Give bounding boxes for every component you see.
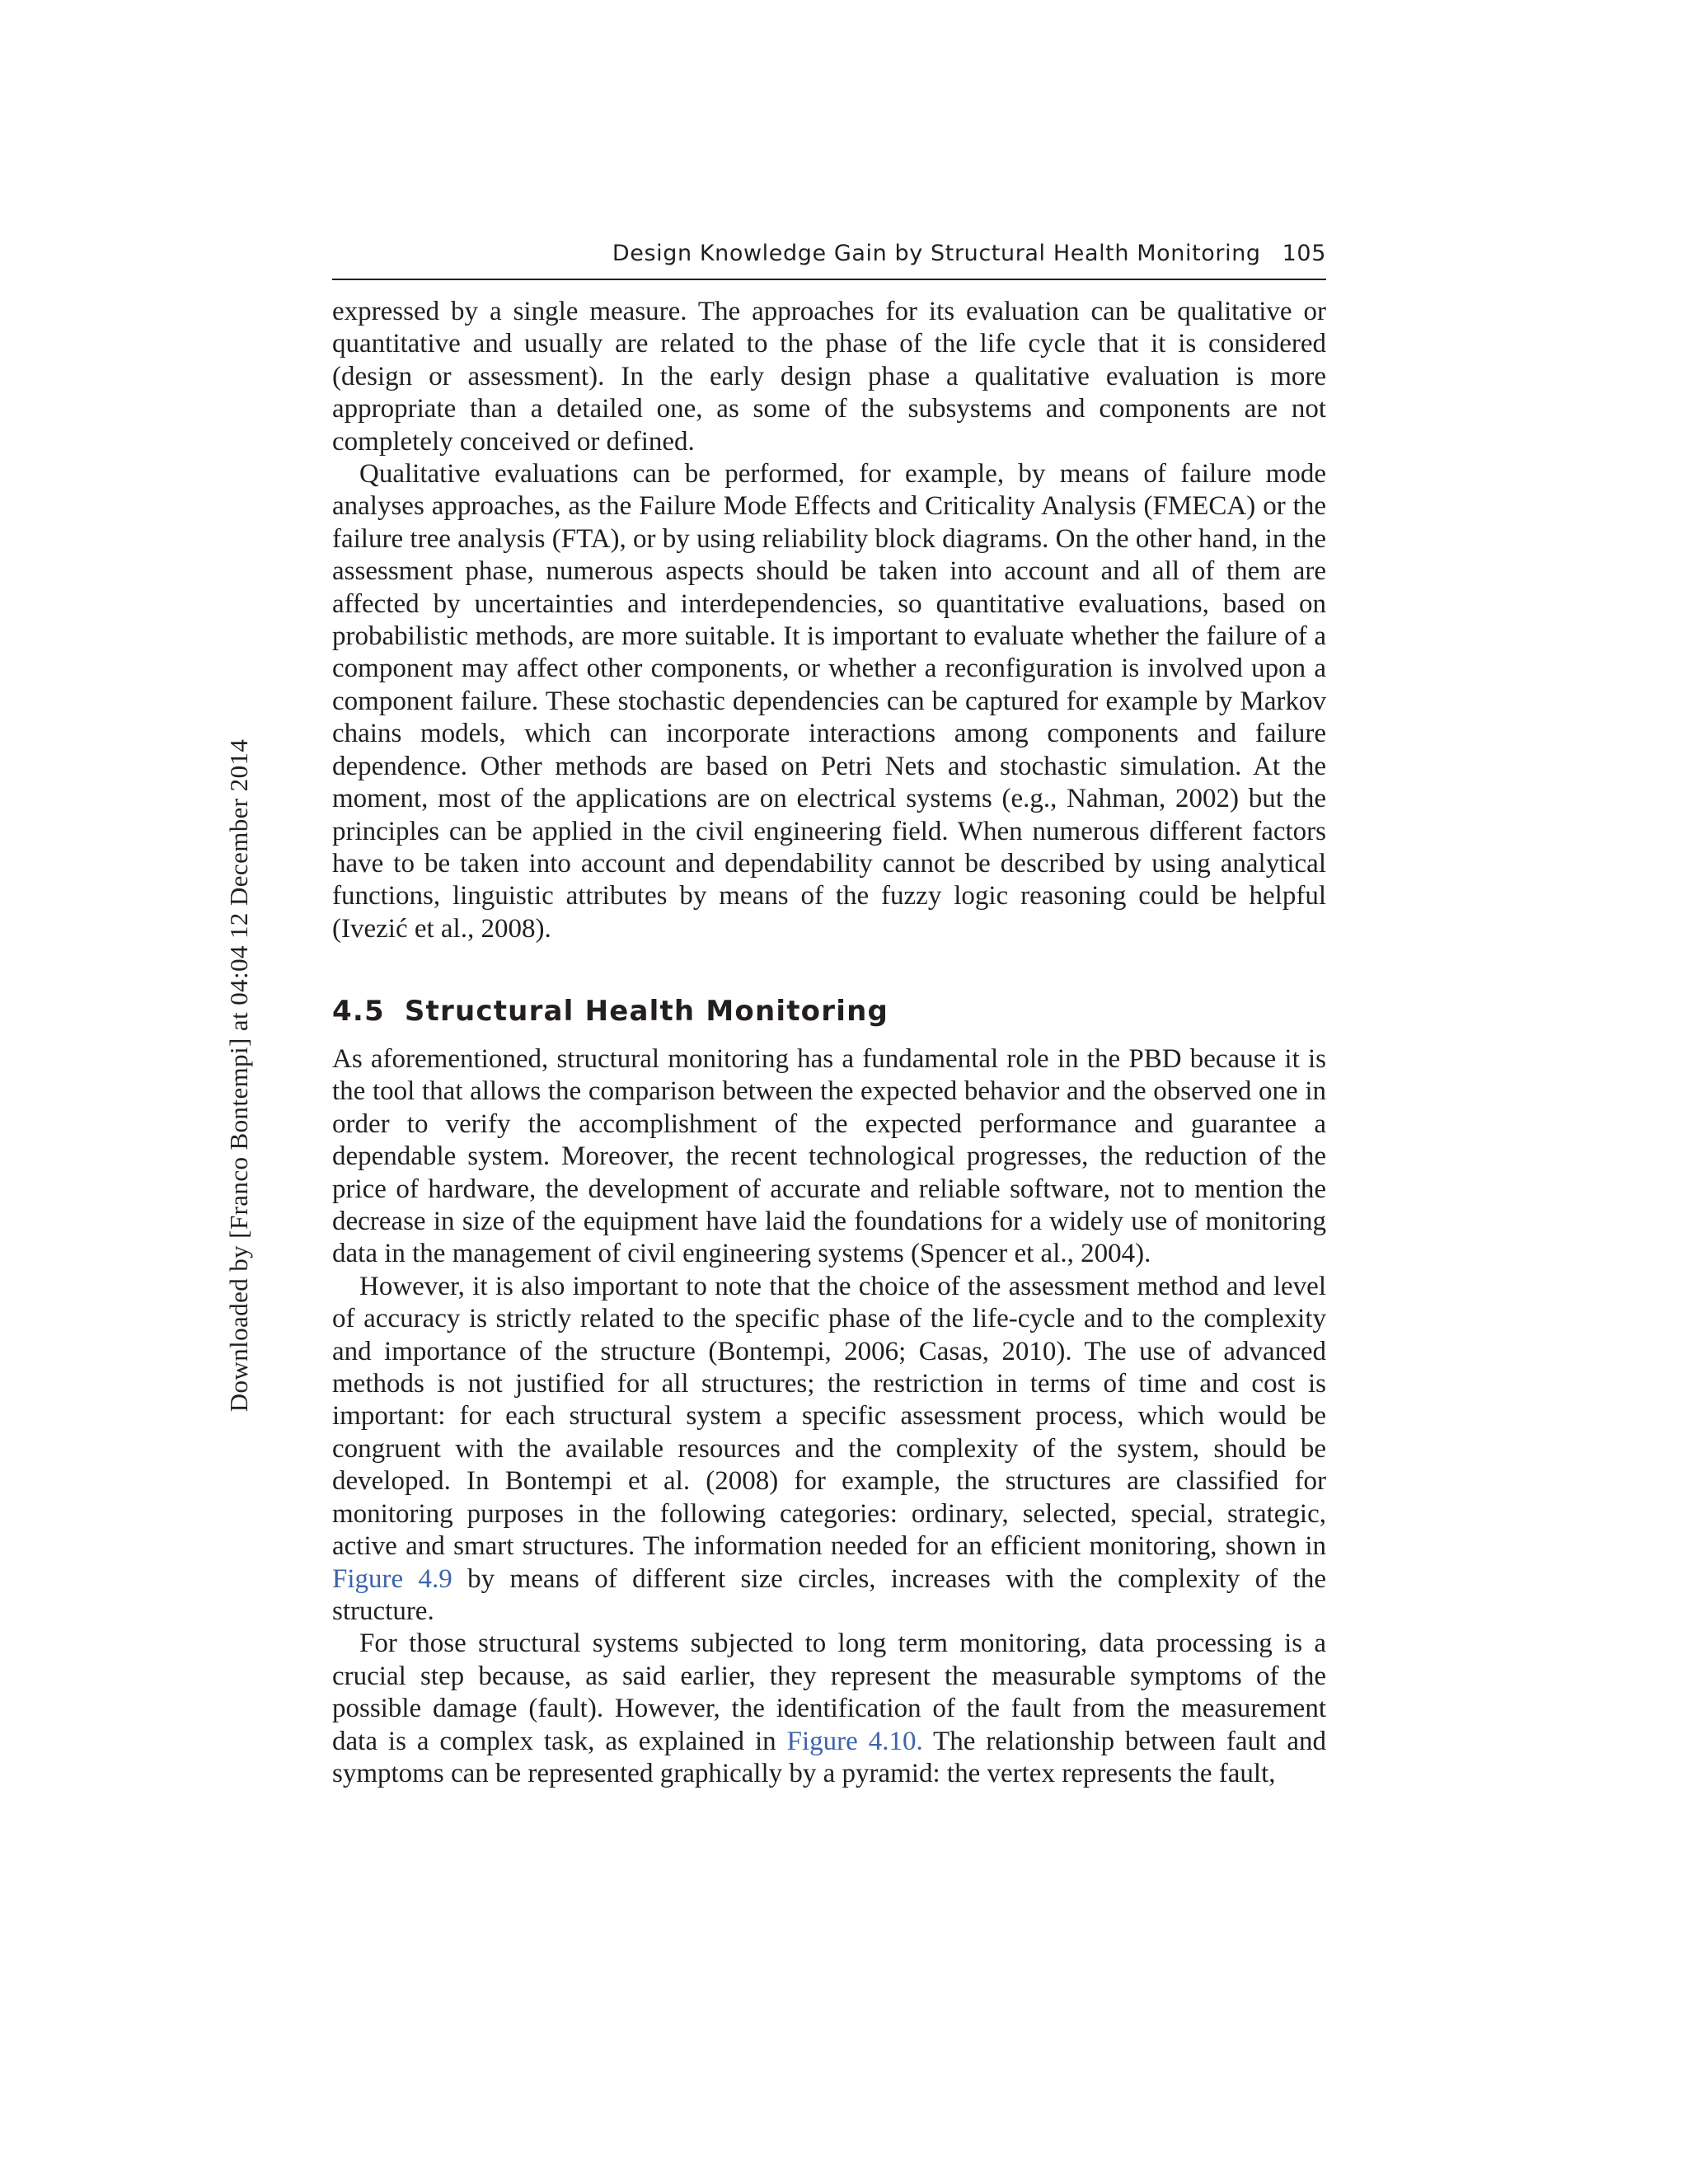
running-head-title: Design Knowledge Gain by Structural Health Monitoring xyxy=(612,241,1261,266)
figure-4-10-link[interactable]: Figure 4.10. xyxy=(786,1726,923,1756)
section-title: Structural Health Monitoring xyxy=(404,995,889,1028)
paragraph-text: For those structural systems subjected to long term monitoring, data processing is a crucial step because, as said earlier, they represent the measurable symptoms of the possible damage (fault). However, the identification of the fault from the measurement data is a complex task, as explained in xyxy=(332,1629,1326,1756)
paragraph-text: The relationship between fault and symptoms can be represented graphically by a pyramid: the vertex represents the fault, xyxy=(332,1726,1326,1788)
section-heading xyxy=(332,991,889,1032)
page-number: 105 xyxy=(1282,241,1326,266)
body-text-before-section xyxy=(332,296,1326,945)
paragraph xyxy=(332,1628,1326,1790)
paragraph-text: by means of different size circles, increases with the complexity of the structure. xyxy=(332,1563,1326,1626)
paragraph: Qualitative evaluations can be performed, for example, by means of failure mode analyses approaches, as the Failure Mode Effects and Criticality Analysis (FMECA) or the failure tree analysis (FTA), or by using reliability block diagrams. On the other hand, in the assessment phase, numerous aspects should be taken into account and all of them are affected by uncertainties and interdependencies, so quantitative evaluations, based on probabilistic methods, are more suitable. It is important to evaluate whether the failure of a component may affect other components, or whether a reconfiguration is involved upon a component failure. These stochastic dependencies can be captured for example by Markov chains models, which can incorporate interactions among components and failure dependence. Other methods are based on Petri Nets and stochastic simulation. At the moment, most of the applications are on electrical systems (e.g., Nahman, 2002) but the principles can be applied in the civil engineering field. When numerous different factors have to be taken into account and dependability cannot be described by using analytical functions, linguistic attributes by means of the fuzzy logic reasoning could be helpful (Ivezić et al., 2008). xyxy=(332,459,1326,944)
paragraph-text: However, it is also important to note that the choice of the assessment method and level of accuracy is strictly related to the specific phase of the life-cycle and to the complexity and importance of the structure (Bontempi, 2006; Casas, 2010). The use of advanced methods is not justified for all structures; the restriction in terms of time and cost is important: for each structural system a specific assessment process, which would be congruent with the available resources and the complexity of the system, should be developed. In Bontempi et al. (2008) for example, the structures are classified for monitoring purposes in the following categories: ordinary, selected, special, strategic, active and smart structures. The information needed for an efficient monitoring, shown in xyxy=(332,1271,1326,1562)
body-text-section-4-5 xyxy=(332,1043,1326,1790)
paragraph: As aforementioned, structural monitoring has a fundamental role in the PBD because it is the tool that allows the comparison between the expected behavior and the observed one in order to verify the accomplishment of the expected performance and guarantee a dependable system. Moreover, the recent technological progresses, the reduction of the price of hardware, the development of accurate and reliable software, not to mention the decrease in size of the equipment have laid the foundations for a widely use of monitoring data in the management of civil engineering systems (Spencer et al., 2004). xyxy=(332,1044,1326,1269)
figure-4-9-link[interactable]: Figure 4.9 xyxy=(332,1563,452,1594)
paragraph xyxy=(332,1271,1326,1628)
running-head xyxy=(332,237,1326,280)
download-watermark: Downloaded by [Franco Bontempi] at 04:04 12 December 2014 xyxy=(224,738,253,1413)
paragraph: expressed by a single measure. The approaches for its evaluation can be qualitative or quantitative and usually are related to the phase of the life cycle that it is considered (design or assessment). In the early design phase a qualitative evaluation is more appropriate than a detailed one, as some of the subsystems and components are not completely conceived or defined. xyxy=(332,297,1326,457)
section-number: 4.5 xyxy=(332,995,385,1028)
